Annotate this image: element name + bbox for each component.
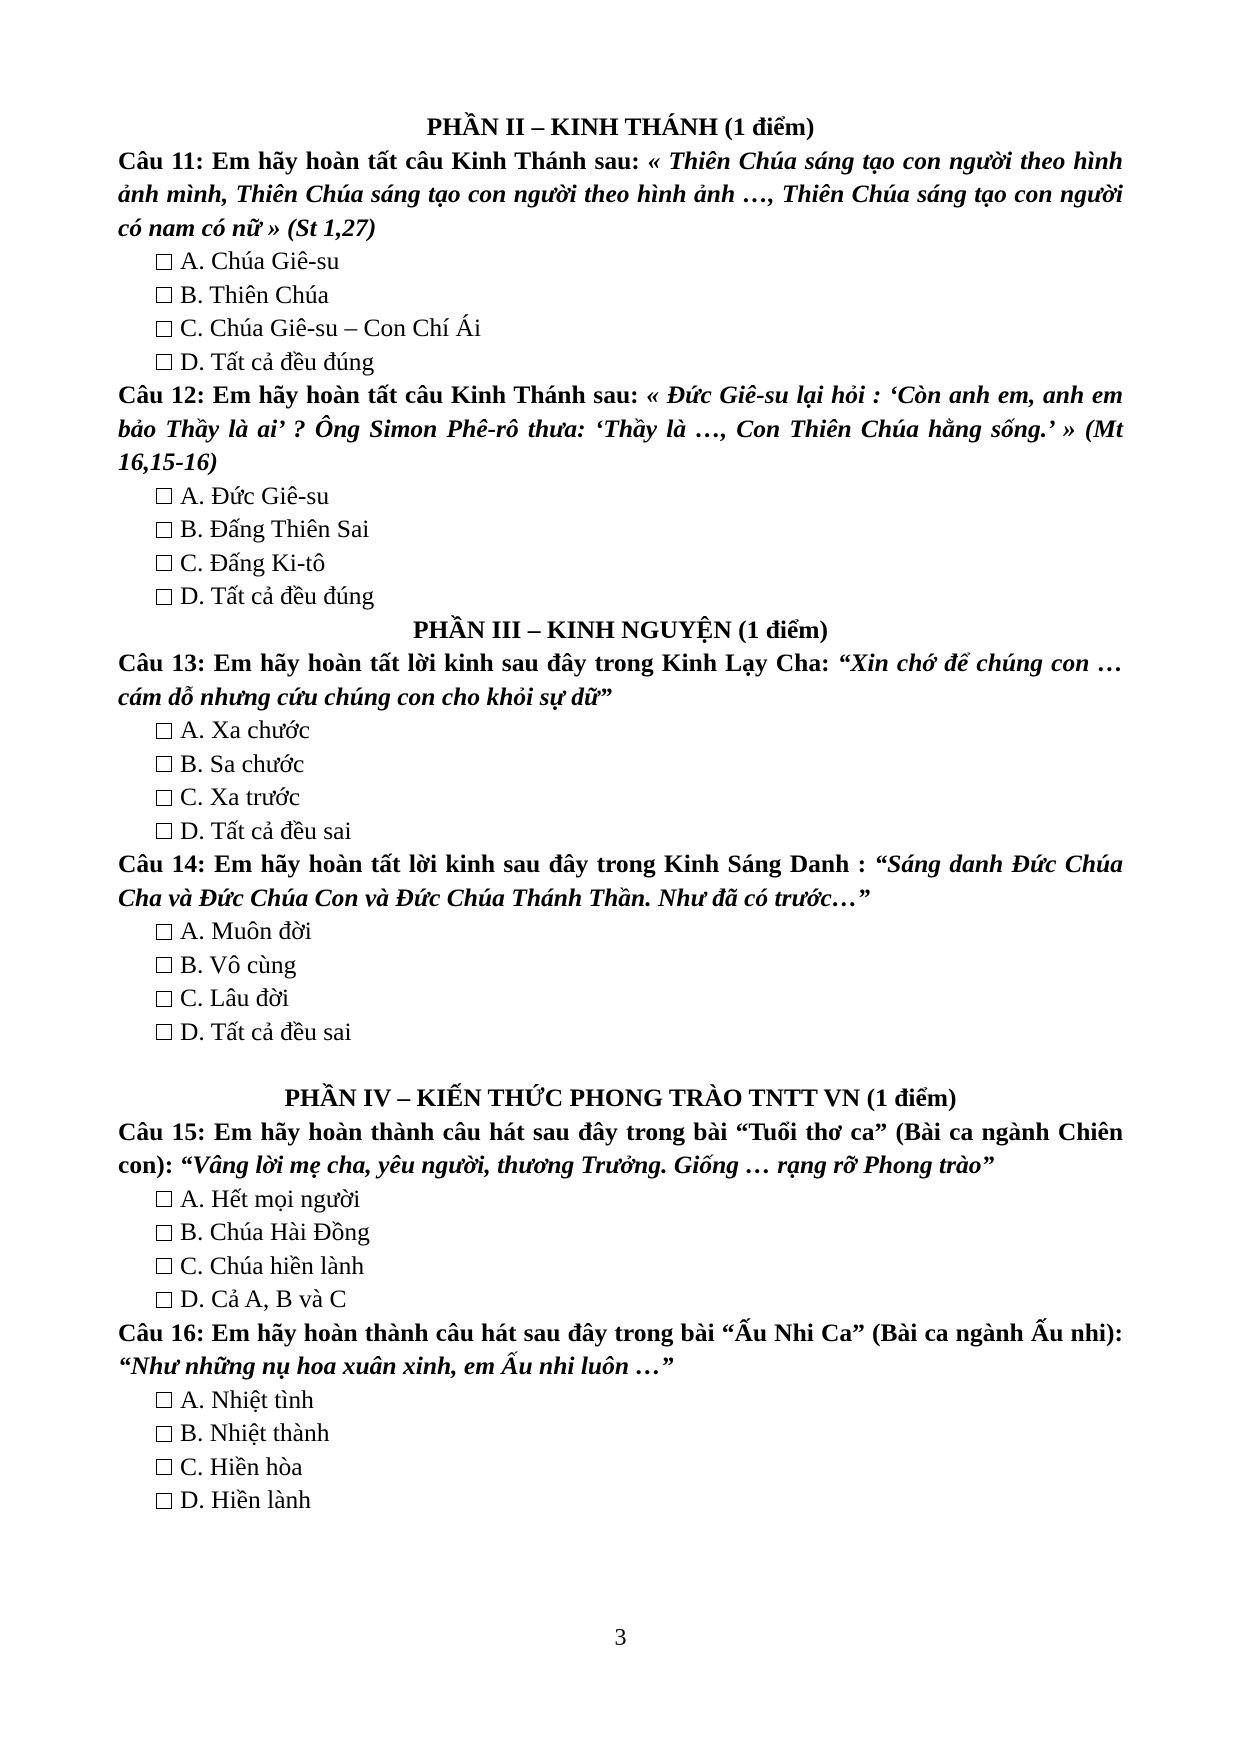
option-label: B. Vô cùng	[180, 949, 297, 979]
checkbox-icon[interactable]	[156, 522, 172, 538]
answer-options	[118, 1182, 1123, 1316]
option-label: B. Thiên Chúa	[180, 279, 329, 309]
question-quote: “Xin chớ để chúng con … cám dỗ nhưng cứu chúng con cho khỏi sự dữ”	[118, 648, 1123, 711]
question-prompt: Câu 16: Em hãy hoàn thành câu hát sau đây trong bài “Ấu Nhi Ca” (Bài ca ngành Ấu nhi):	[118, 1317, 1123, 1347]
checkbox-icon[interactable]	[156, 957, 172, 973]
option-label: D. Cả A, B và C	[180, 1284, 347, 1313]
checkbox-icon[interactable]	[156, 1292, 172, 1308]
option-b[interactable]	[118, 512, 1123, 546]
option-label: A. Nhiệt tình	[180, 1384, 314, 1414]
option-label: D. Tất cả đều sai	[180, 1016, 352, 1046]
option-c[interactable]	[118, 311, 1123, 345]
question-11	[118, 144, 1123, 245]
option-a[interactable]	[118, 914, 1123, 948]
option-label: C. Đấng Ki-tô	[180, 547, 326, 577]
checkbox-icon[interactable]	[156, 589, 172, 605]
answer-options	[118, 713, 1123, 847]
option-label: B. Sa chước	[180, 748, 305, 778]
option-b[interactable]	[118, 1215, 1123, 1249]
checkbox-icon[interactable]	[156, 555, 172, 571]
option-label: C. Hiền hòa	[180, 1451, 303, 1481]
question-quote: “Sáng danh Đức Chúa Cha và Đức Chúa Con và Đức Chúa Thánh Thần. Như đã có trước…”	[118, 849, 1123, 912]
question-quote: « Đức Giê-su lại hỏi : ‘Còn anh em, anh em bảo Thầy là ai’ ? Ông Simon Phê-rô thưa: ‘Thầy là …, Con Thiên Chúa hằng sống.’ » (Mt 16,15-16)	[118, 380, 1123, 476]
option-label: C. Chúa hiền lành	[180, 1250, 365, 1280]
checkbox-icon[interactable]	[156, 321, 172, 337]
question-15	[118, 1115, 1123, 1182]
question-prompt: Câu 13: Em hãy hoàn tất lời kinh sau đây trong Kinh Lạy Cha:	[118, 648, 838, 677]
question-13	[118, 646, 1123, 713]
question-quote: « Thiên Chúa sáng tạo con người theo hình ảnh mình, Thiên Chúa sáng tạo con người theo hình ảnh …, Thiên Chúa sáng tạo con người có nam có nữ » (St 1,27)	[118, 145, 1123, 242]
option-d[interactable]	[118, 1483, 1123, 1517]
option-a[interactable]	[118, 244, 1123, 278]
question-14	[118, 847, 1123, 914]
question-prompt: Câu 11: Em hãy hoàn tất câu Kinh Thánh sau:	[118, 145, 648, 175]
checkbox-icon[interactable]	[156, 1225, 172, 1241]
option-label: A. Xa chước	[180, 715, 310, 744]
question-quote: “Như những nụ hoa xuân xinh, em Ấu nhi luôn …”	[118, 1351, 674, 1380]
option-b[interactable]	[118, 747, 1123, 781]
option-label: A. Đức Giê-su	[180, 480, 330, 510]
option-d[interactable]	[118, 345, 1123, 379]
checkbox-icon[interactable]	[156, 488, 172, 504]
option-label: D. Tất cả đều đúng	[180, 346, 375, 376]
option-label: A. Muôn đời	[180, 916, 312, 945]
question-prompt: Câu 14: Em hãy hoàn tất lời kinh sau đây trong Kinh Sáng Danh :	[118, 849, 875, 878]
checkbox-icon[interactable]	[156, 823, 172, 839]
checkbox-icon[interactable]	[156, 1024, 172, 1040]
checkbox-icon[interactable]	[156, 287, 172, 303]
checkbox-icon[interactable]	[156, 756, 172, 772]
question-quote: “Vâng lời mẹ cha, yêu người, thương Trưởng. Giống … rạng rỡ Phong trào”	[179, 1150, 995, 1179]
option-b[interactable]	[118, 948, 1123, 982]
checkbox-icon[interactable]	[156, 1426, 172, 1442]
exam-page	[118, 110, 1123, 1517]
checkbox-icon[interactable]	[156, 254, 172, 270]
section-heading: PHẦN II – KINH THÁNH (1 điểm)	[426, 112, 815, 141]
checkbox-icon[interactable]	[156, 1459, 172, 1475]
option-a[interactable]	[118, 713, 1123, 747]
option-d[interactable]	[118, 1282, 1123, 1316]
option-c[interactable]	[118, 1249, 1123, 1283]
option-label: D. Tất cả đều sai	[180, 815, 352, 845]
checkbox-icon[interactable]	[156, 354, 172, 370]
checkbox-icon[interactable]	[156, 723, 172, 739]
option-c[interactable]	[118, 546, 1123, 580]
answer-options	[118, 479, 1123, 613]
question-12	[118, 378, 1123, 479]
page-number: 3	[614, 1625, 627, 1651]
checkbox-icon[interactable]	[156, 1392, 172, 1408]
checkbox-icon[interactable]	[156, 1258, 172, 1274]
checkbox-icon[interactable]	[156, 991, 172, 1007]
option-a[interactable]	[118, 1383, 1123, 1417]
answer-options	[118, 914, 1123, 1048]
checkbox-icon[interactable]	[156, 790, 172, 806]
option-d[interactable]	[118, 579, 1123, 613]
answer-options	[118, 1383, 1123, 1517]
question-prompt: Câu 15: Em hãy hoàn thành câu hát sau đây trong bài “Tuổi thơ ca” (Bài ca ngành Chiên con):	[118, 1116, 1123, 1179]
option-label: B. Chúa Hài Đồng	[180, 1217, 370, 1246]
option-d[interactable]	[118, 1015, 1123, 1049]
option-label: D. Tất cả đều đúng	[180, 581, 375, 610]
checkbox-icon[interactable]	[156, 1493, 172, 1509]
option-label: A. Hết mọi người	[180, 1183, 361, 1213]
option-c[interactable]	[118, 981, 1123, 1015]
option-a[interactable]	[118, 479, 1123, 513]
option-a[interactable]	[118, 1182, 1123, 1216]
option-c[interactable]	[118, 780, 1123, 814]
checkbox-icon[interactable]	[156, 1191, 172, 1207]
section-heading: PHẦN III – KINH NGUYỆN (1 điểm)	[412, 614, 829, 644]
option-label: B. Nhiệt thành	[180, 1418, 330, 1447]
option-b[interactable]	[118, 1416, 1123, 1450]
option-label: C. Chúa Giê-su – Con Chí Ái	[180, 313, 482, 342]
option-label: A. Chúa Giê-su	[180, 246, 340, 275]
section-heading: PHẦN IV – KIẾN THỨC PHONG TRÀO TNTT VN (1 điểm)	[284, 1083, 957, 1112]
option-label: C. Xa trước	[180, 782, 301, 811]
answer-options	[118, 244, 1123, 378]
option-b[interactable]	[118, 278, 1123, 312]
option-label: B. Đấng Thiên Sai	[180, 514, 370, 543]
option-d[interactable]	[118, 814, 1123, 848]
option-label: D. Hiền lành	[180, 1485, 312, 1514]
option-label: C. Lâu đời	[180, 983, 290, 1012]
question-prompt: Câu 12: Em hãy hoàn tất câu Kinh Thánh sau:	[118, 380, 647, 409]
option-c[interactable]	[118, 1450, 1123, 1484]
checkbox-icon[interactable]	[156, 924, 172, 940]
question-16	[118, 1316, 1123, 1383]
